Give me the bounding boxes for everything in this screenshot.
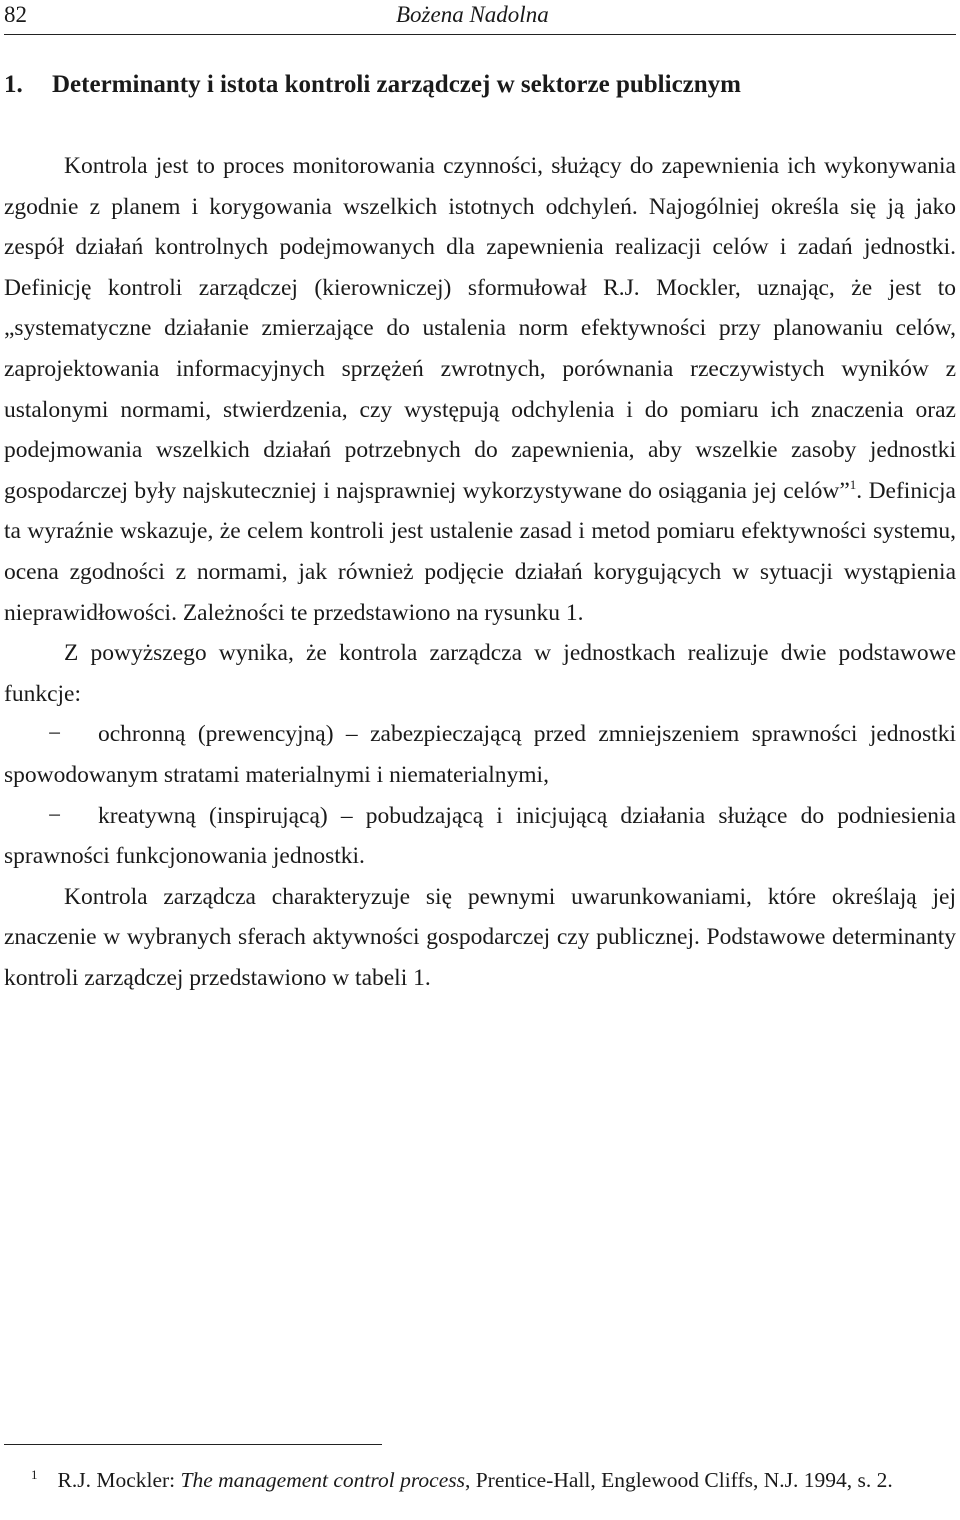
footnote [4, 1465, 956, 1496]
paragraph-2: Z powyższego wynika, że kontrola zarządcza w jednostkach realizuje dwie podstawowe funkcje: [4, 640, 956, 707]
section-number: 1. [4, 71, 23, 98]
running-head-author: Bożena Nadolna [396, 2, 549, 27]
section-title: Determinanty i istota kontroli zarządczej w sektorze publicznym [52, 71, 741, 98]
paragraph-1-text: Kontrola jest to proces monitorowania czynności, służący do zapewnienia ich wykonywania zgodnie z planem i korygowania wszelkich istotnych odchyleń. Najogólniej określa się ją jako zespół działań kontrolnych podejmowanych dla zapewnienia realizacji celów i zadań jednostki. Definicję kontroli zarządczej (kierowniczej) sformułował R.J. Mockler, uznając, że jest to „systematyczne działanie zmierzające do ustalenia norm efektywności przy planowaniu celów, zaprojektowania informacyjnych sprzężeń zwrotnych, porównania rzeczywistych wyników z ustalonymi normami, stwierdzenia, czy występują odchylenia i do pomiaru ich znaczenia oraz podejmowania wszelkich działań potrzebnych do zapewnienia, aby wszelkie zasoby jednostki gospodarczej były najskuteczniej i najsprawniej wykorzystywane do osiągania jej celów” [4, 153, 956, 504]
list-item-text: kreatywną (inspirującą) – pobudzającą i inicjującą działania służące do podniesienia sprawności funkcjonowania jednostki. [4, 802, 956, 870]
footnote-publisher: , Prentice-Hall, Englewood Cliffs, N.J. 1994, s. 2. [464, 1468, 893, 1492]
list-item [4, 796, 956, 877]
paragraph-1-continuation: . Definicja ta wyraźnie wskazuje, że celem kontroli jest ustalenie zasad i metod pomiaru efektywności systemu, ocena zgodności z normami, jak również podjęcie działań korygujących w sytuacji wystąpienia nieprawidłowości. Zależności te przedstawiono na rysunku 1. [4, 477, 956, 626]
page-header [4, 0, 956, 35]
footnote-mark: 1 [31, 1467, 38, 1482]
paragraph-3: Kontrola zarządcza charakteryzuje się pewnymi uwarunkowaniami, które określają jej znaczenie w wybranych sferach aktywności gospodarczej czy publicznej. Podstawowe determinanty kontroli zarządczej przedstawiono w tabeli 1. [4, 883, 956, 991]
list-item [4, 714, 956, 795]
dash-bullet: − [48, 721, 62, 748]
list-item-text: ochronną (prewencyjną) – zabezpieczającą przed zmniejszeniem sprawności jednostki spowodowanym stratami materialnymi i niematerialnymi, [4, 721, 956, 788]
dash-bullet: − [48, 802, 62, 829]
footnote-book-title: The management control process [180, 1468, 465, 1492]
body-text [4, 146, 956, 998]
footnote-separator [4, 1444, 382, 1445]
page-number: 82 [4, 2, 27, 27]
footnote-author: R.J. Mockler: [57, 1468, 181, 1492]
footnote-reference[interactable]: 1 [849, 476, 857, 492]
paragraph-1 [4, 146, 956, 633]
section-heading [4, 71, 741, 99]
